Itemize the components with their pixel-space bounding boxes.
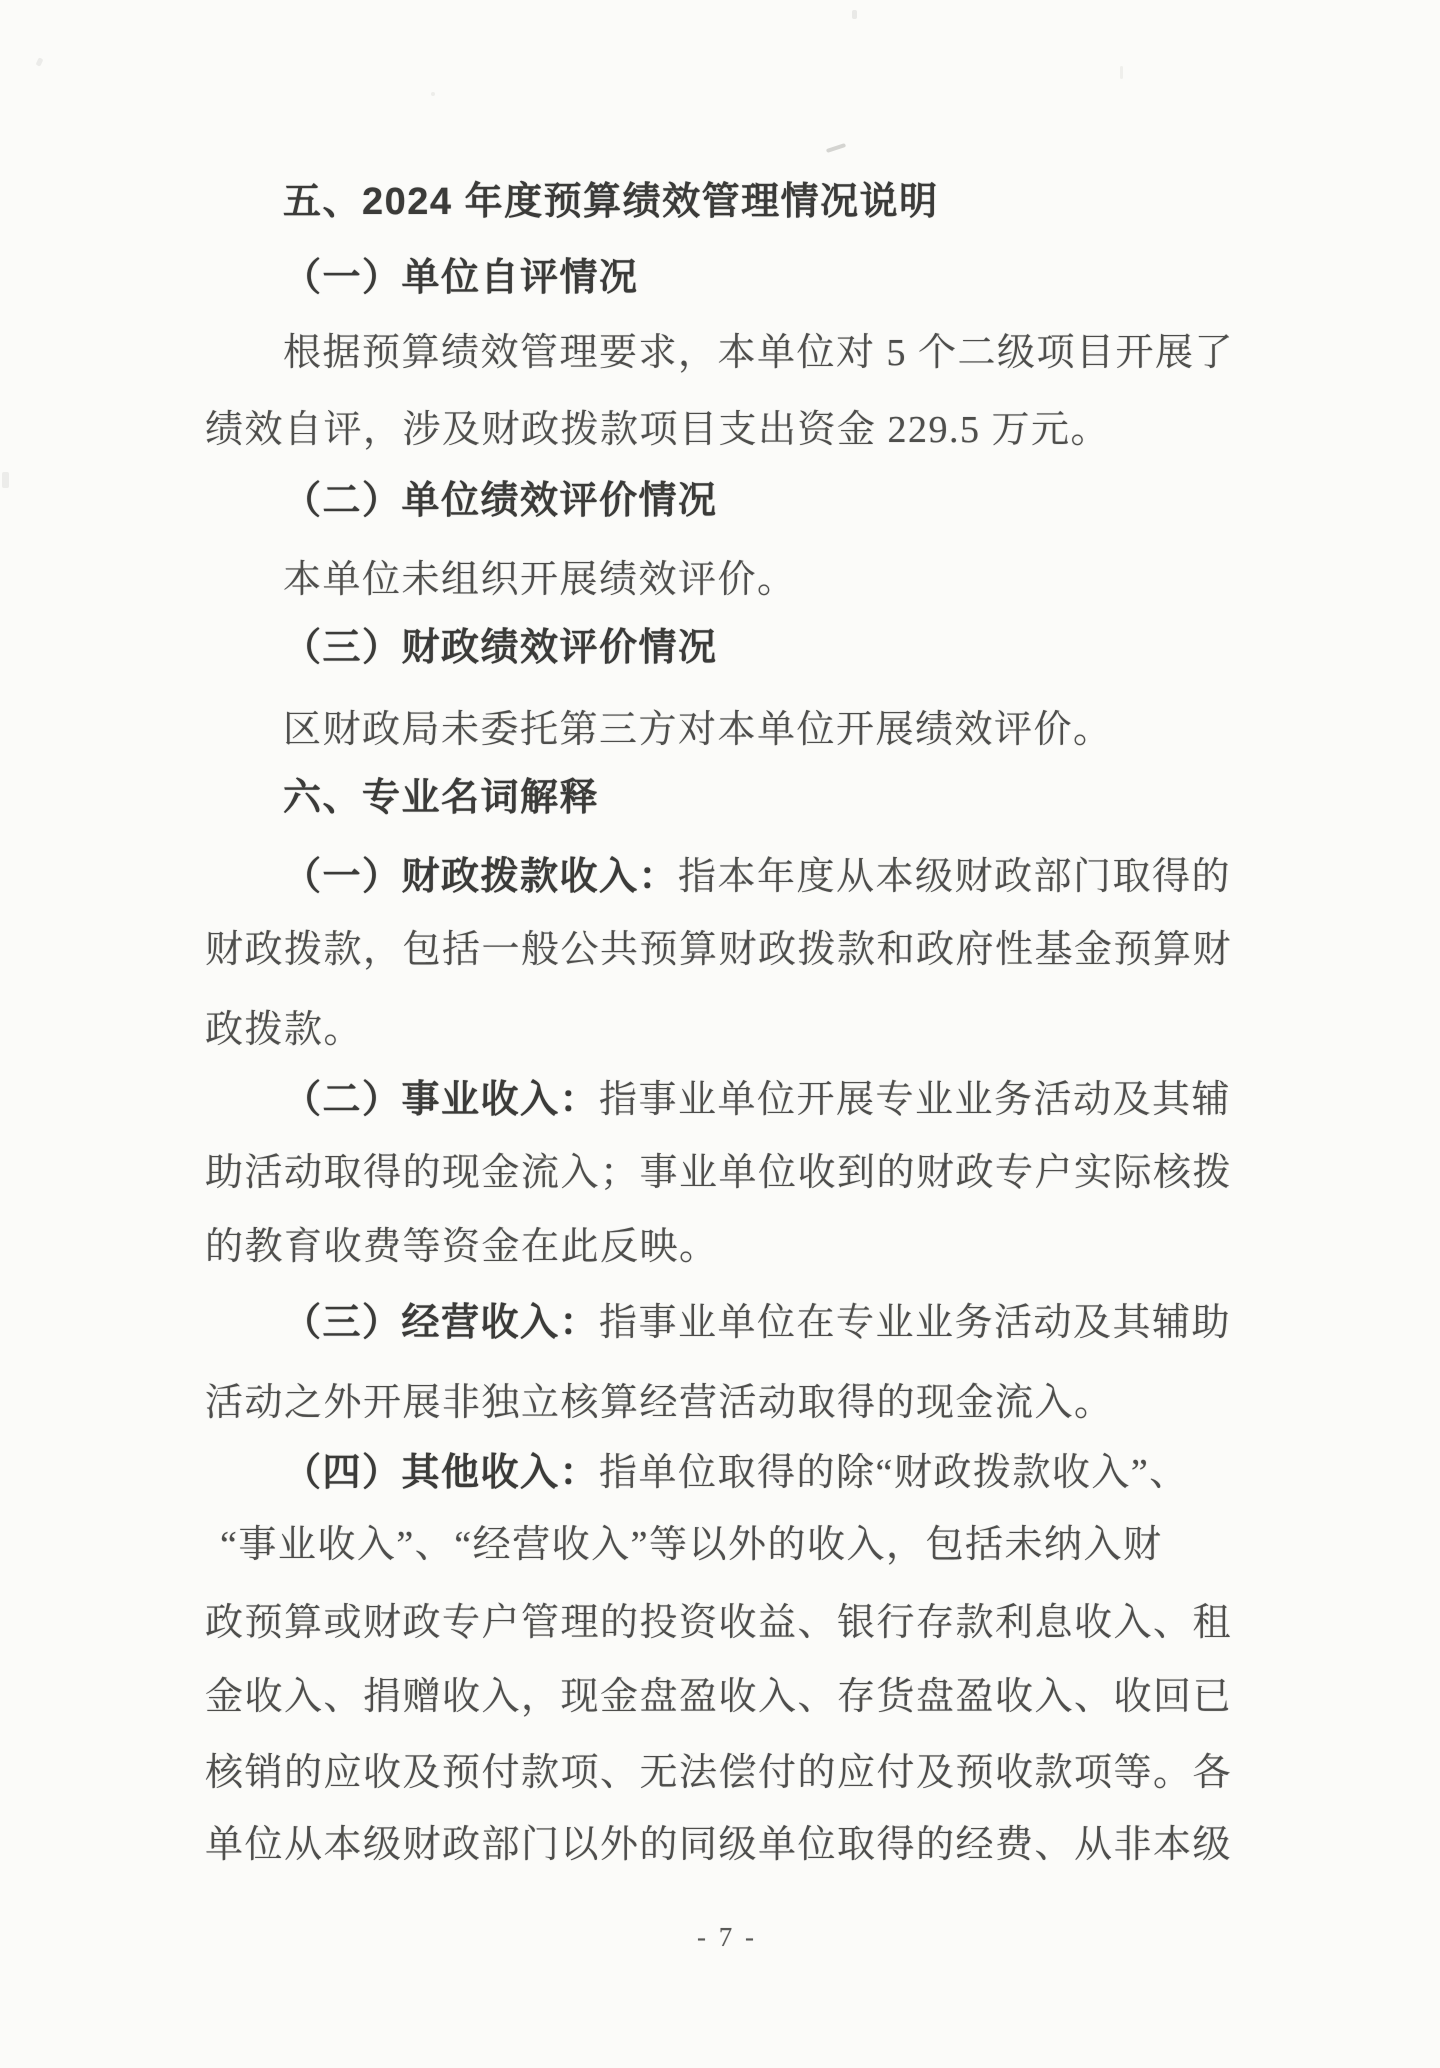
text-segment: 金收入、捐赠收入，现金盘盈收入、存货盘盈收入、收回已: [205, 1676, 1233, 1718]
text-segment-bold: （一）单位自评情况: [283, 257, 639, 299]
text-line: [205, 1218, 719, 1276]
text-segment: 指本年度从本级财政部门取得的: [678, 856, 1232, 898]
text-segment: 指事业单位在专业业务活动及其辅助: [599, 1302, 1232, 1344]
text-segment-bold: （四）其他收入：: [283, 1452, 600, 1494]
text-line: [283, 324, 1234, 382]
text-segment: 核销的应收及预付款项、无法偿付的应付及预收款项等。各: [205, 1752, 1233, 1794]
text-segment: 政拨款。: [205, 1009, 364, 1051]
text-segment: 政预算或财政专户管理的投资收益、银行存款利息收入、租: [205, 1602, 1233, 1644]
text-line: [205, 1001, 363, 1059]
text-line: [283, 701, 1113, 759]
text-segment: 助活动取得的现金流入；事业单位收到的财政专户实际核拨: [205, 1152, 1233, 1194]
text-line: [205, 1744, 1232, 1802]
text-segment-bold: （二）事业收入：: [283, 1079, 600, 1121]
text-line: [205, 401, 1110, 459]
text-line: [283, 848, 1231, 906]
text-segment-bold: 六、专业名词解释: [283, 777, 600, 819]
text-segment: 本单位未组织开展绩效评价。: [283, 559, 797, 601]
text-segment-bold: （二）单位绩效评价情况: [283, 480, 718, 522]
text-line: [205, 1816, 1232, 1874]
text-line: [283, 619, 718, 677]
text-segment: 绩效自评，涉及财政拨款项目支出资金 229.5 万元。: [205, 409, 1111, 451]
text-segment: 的教育收费等资金在此反映。: [205, 1226, 719, 1268]
text-segment-bold: （三）经营收入：: [283, 1302, 600, 1344]
scan-artifact: [826, 143, 846, 153]
scan-artifact: [36, 57, 44, 66]
text-segment-bold: 五、2024 年度预算绩效管理情况说明: [283, 181, 939, 223]
text-line: [283, 1071, 1231, 1129]
text-segment-bold: （一）财政拨款收入：: [283, 856, 679, 898]
scan-artifact: [431, 92, 435, 96]
text-segment: 单位从本级财政部门以外的同级单位取得的经费、从非本级: [205, 1824, 1233, 1866]
text-segment-bold: （三）财政绩效评价情况: [283, 627, 718, 669]
scan-artifact: [852, 10, 857, 19]
text-line: [283, 769, 599, 827]
text-line: [283, 173, 939, 231]
text-segment: “事业收入”、“经营收入”等以外的收入，包括未纳入财: [220, 1524, 1163, 1566]
text-line: [205, 1594, 1232, 1652]
text-line: [283, 1294, 1231, 1352]
text-segment: 根据预算绩效管理要求，本单位对 5 个二级项目开展了: [283, 332, 1235, 374]
text-line: [283, 472, 718, 530]
text-segment: 指单位取得的除“财政拨款收入”、: [599, 1452, 1189, 1494]
text-line: [283, 551, 797, 609]
text-line: [283, 1444, 1189, 1502]
scan-artifact: [1120, 66, 1123, 79]
page-number: - 7 -: [697, 1922, 757, 1952]
text-line: [205, 1668, 1232, 1726]
text-segment: 区财政局未委托第三方对本单位开展绩效评价。: [283, 709, 1113, 751]
text-line: [205, 1374, 1114, 1432]
text-line: [283, 249, 639, 307]
text-line: [205, 921, 1232, 979]
text-line: [205, 1144, 1232, 1202]
text-line: [220, 1516, 1162, 1574]
text-segment: 活动之外开展非独立核算经营活动取得的现金流入。: [205, 1382, 1114, 1424]
text-segment: 财政拨款，包括一般公共预算财政拨款和政府性基金预算财: [205, 929, 1233, 971]
scan-artifact: [2, 472, 9, 488]
text-segment: 指事业单位开展专业业务活动及其辅: [599, 1079, 1232, 1121]
